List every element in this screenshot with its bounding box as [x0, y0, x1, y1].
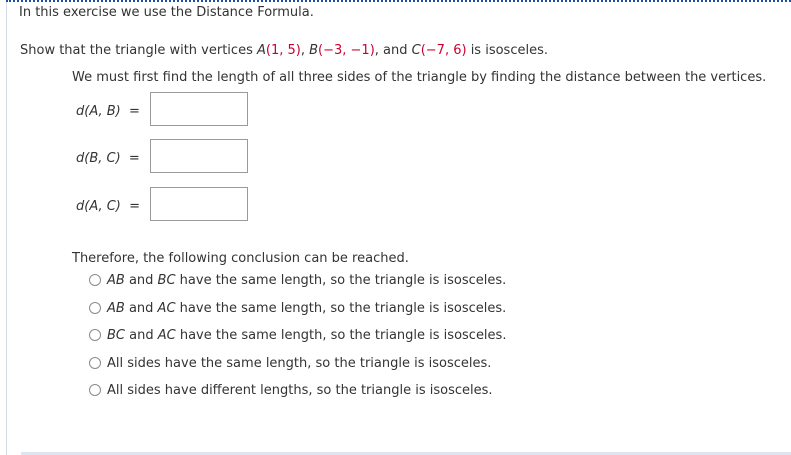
radio-button[interactable]: [89, 274, 101, 286]
problem-sep1: ,: [300, 43, 310, 58]
top-dotted-border: [6, 0, 791, 2]
conclusion-option-ab-ac[interactable]: [89, 300, 506, 316]
distance-ab-label: [76, 104, 140, 119]
radio-button[interactable]: [89, 384, 101, 396]
left-border: [6, 2, 7, 455]
radio-button[interactable]: [89, 357, 101, 369]
intro-text: In this exercise we use the Distance Formula.: [19, 5, 314, 20]
distance-bc-label: [76, 151, 140, 166]
distance-ab-name: d(A, B): [76, 104, 121, 119]
problem-suffix: is isosceles.: [466, 43, 548, 58]
vertex-b-name: B: [309, 43, 319, 58]
conclusion-option-all-same[interactable]: [89, 355, 491, 371]
vertex-a-coords: (1, 5): [265, 43, 301, 58]
distance-bc-input[interactable]: [150, 139, 248, 173]
vertex-b-coords: (−3, −1): [318, 43, 375, 58]
radio-button[interactable]: [89, 329, 101, 341]
problem-statement: [20, 43, 548, 58]
conclusion-prompt: Therefore, the following conclusion can be reached.: [72, 251, 409, 266]
option-label: BC and AC have the same length, so the triangle is isosceles.: [107, 327, 507, 343]
conclusion-option-bc-ac[interactable]: [89, 327, 506, 343]
option-label: All sides have the same length, so the triangle is isosceles.: [107, 355, 492, 371]
distance-ac-label: [76, 199, 140, 214]
problem-sep2: , and: [374, 43, 412, 58]
conclusion-option-all-different[interactable]: [89, 382, 493, 398]
vertex-c-name: C: [411, 43, 421, 58]
vertex-c-coords: (−7, 6): [420, 43, 467, 58]
distance-ac-input[interactable]: [150, 187, 248, 221]
option-label: AB and AC have the same length, so the triangle is isosceles.: [107, 300, 507, 316]
radio-button[interactable]: [89, 302, 101, 314]
problem-prefix: Show that the triangle with vertices: [20, 43, 257, 58]
distance-bc-name: d(B, C): [76, 151, 121, 166]
instruction-text: We must first find the length of all three sides of the triangle by finding the distance between the vertices.: [72, 70, 767, 85]
conclusion-option-ab-bc[interactable]: [89, 272, 506, 288]
option-label: All sides have different lengths, so the triangle is isosceles.: [107, 382, 493, 398]
distance-ab-input[interactable]: [150, 92, 248, 126]
option-label: AB and BC have the same length, so the triangle is isosceles.: [107, 272, 507, 288]
distance-ac-name: d(A, C): [76, 199, 121, 214]
vertex-a-name: A: [256, 43, 266, 58]
equals-sign: =: [128, 104, 140, 119]
equals-sign: =: [129, 199, 141, 214]
equals-sign: =: [128, 151, 140, 166]
